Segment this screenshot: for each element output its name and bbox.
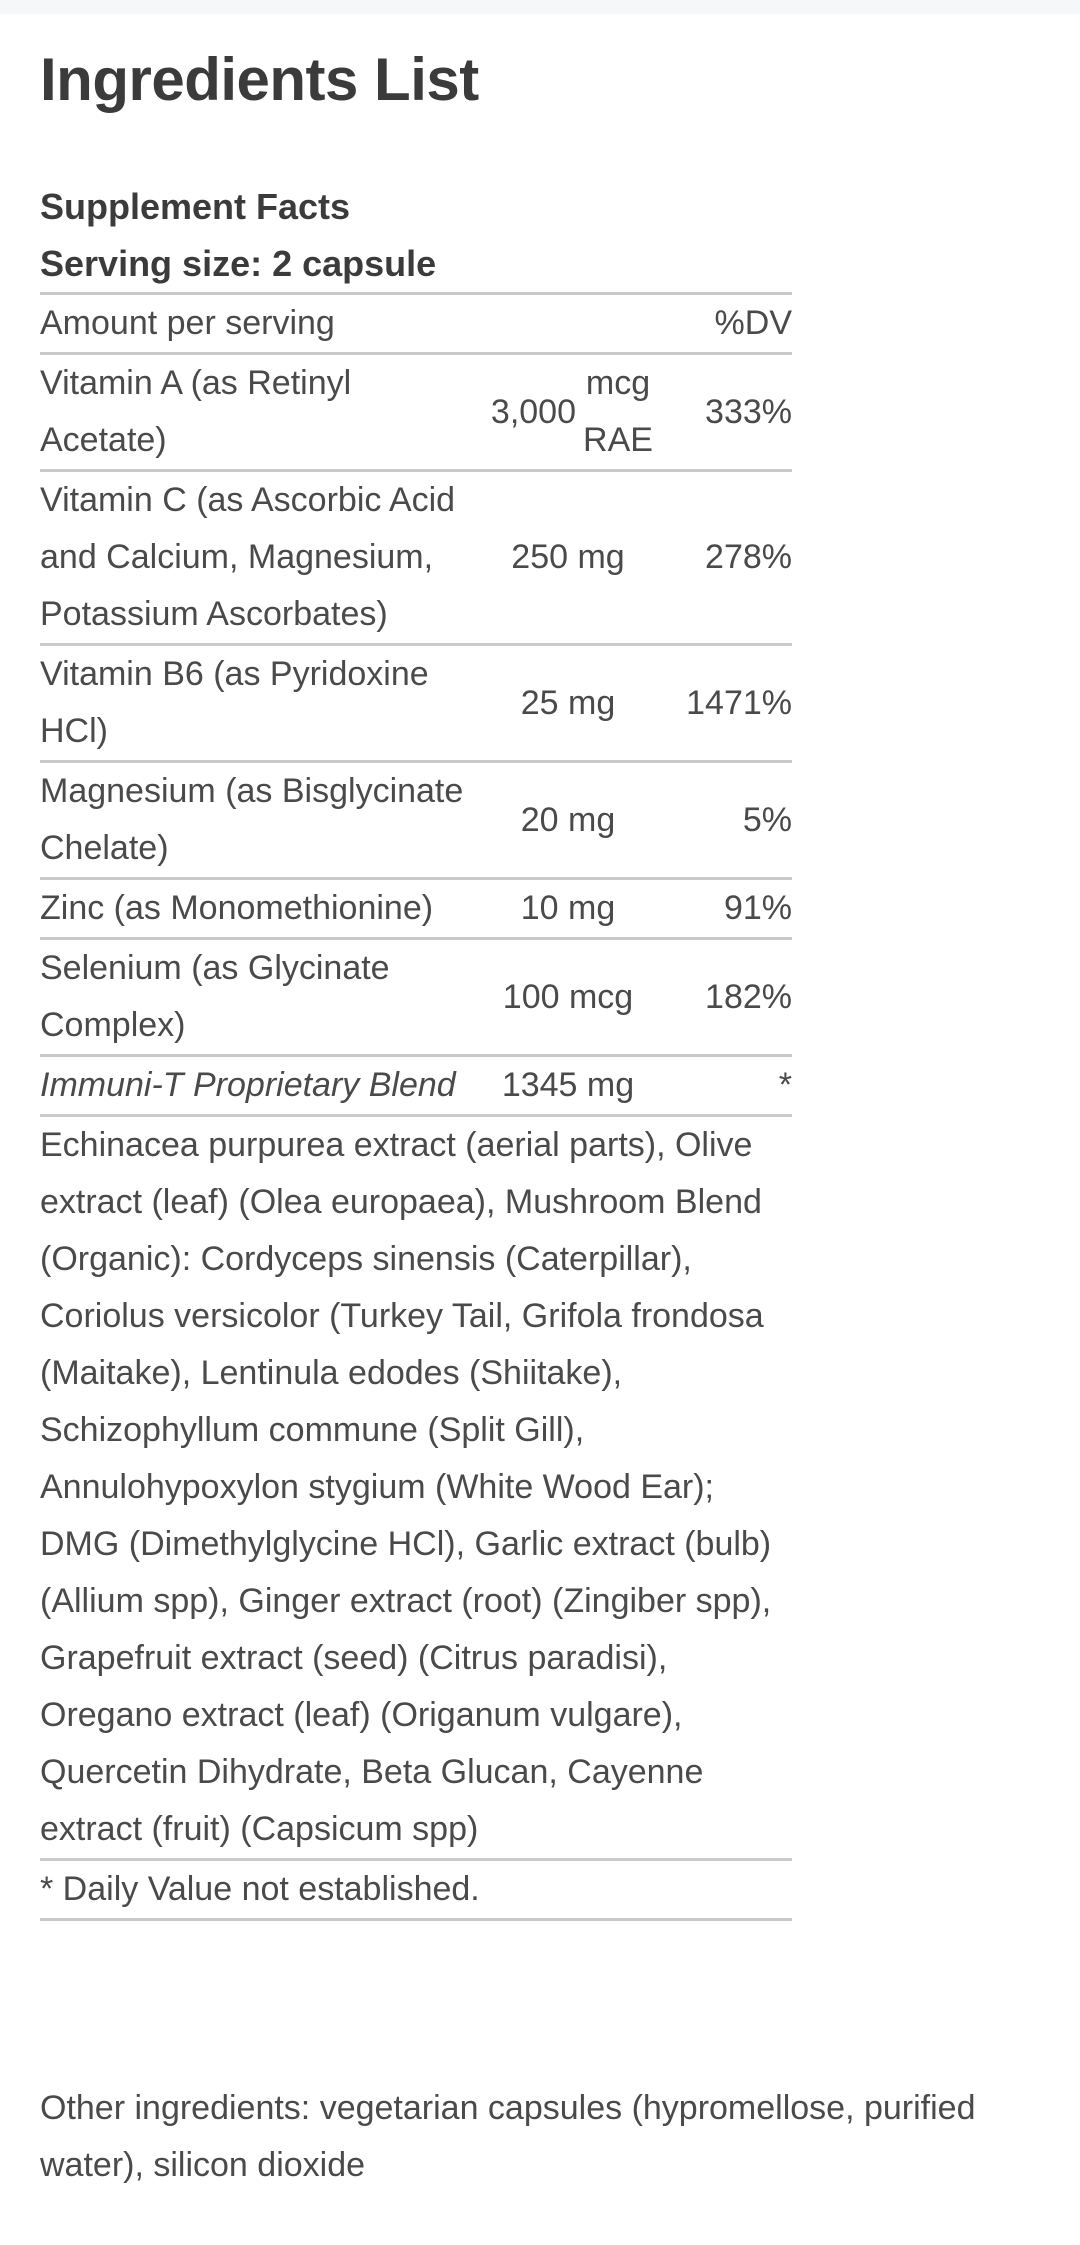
nutrient-dv: 333% (705, 392, 792, 431)
nutrient-dv: 182% (705, 977, 792, 1016)
supplement-facts-table (40, 178, 792, 1921)
nutrient-name: Selenium (as Glycinate Complex) (40, 949, 390, 1044)
nutrient-amount: 20 mg (520, 800, 616, 839)
nutrient-name: Vitamin A (as Retinyl Acetate) (40, 364, 352, 459)
blend-amount: 1345 mg (501, 1066, 635, 1104)
top-bar (0, 0, 1080, 14)
serving-size: Serving size: 2 capsule (40, 235, 792, 295)
nutrient-dv: 278% (705, 538, 792, 576)
dv-footnote: * Daily Value not established. (40, 1861, 792, 1921)
other-ingredients: Other ingredients: vegetarian capsules (hypromellose, purified water), silicon dioxide (40, 2089, 976, 2184)
blend-ingredients: Echinacea purpurea extract (aerial parts), Olive extract (leaf) (Olea europaea), Mushroom Blend (Organic): Cordyceps sinensis (Caterpillar), Coriolus versicolor (Turkey Tail, Grifola frondosa (Maitake), Lentinula edodes (Shiitake), Schizophyllum commune (Split Gill), Annulohypoxylon stygium (White Wood Ear); DMG (Dimethylglycine HCl), Garlic extract (bulb) (Allium spp), Ginger extract (root) (Zingiber spp), Grapefruit extract (seed) (Citrus paradisi), Oregano extract (leaf) (Origanum vulgare), Quercetin Dihydrate, Beta Glucan, Cayenne extract (fruit) (Capsicum spp) (40, 1117, 792, 1861)
table-header-row (40, 295, 792, 355)
nutrient-name: Magnesium (as Bisglycinate Chelate) (40, 772, 464, 867)
nutrient-name: Vitamin B6 (as Pyridoxine HCl) (40, 655, 429, 750)
nutrient-amount (478, 355, 658, 469)
facts-heading: Supplement Facts (40, 186, 351, 227)
page-title: Ingredients List (40, 46, 479, 113)
amount-unit: mcg RAE (583, 364, 653, 459)
table-row (40, 880, 792, 940)
nutrient-dv: 91% (723, 889, 792, 927)
nutrient-name: Zinc (as Monomethionine) (40, 889, 434, 927)
nutrient-amount: 25 mg (520, 683, 616, 722)
amount-value: 3,000 (490, 392, 576, 431)
nutrient-dv: 5% (742, 800, 792, 839)
nutrient-dv: 1471% (686, 683, 792, 722)
table-row (40, 763, 792, 880)
nutrient-name: Vitamin C (as Ascorbic Acid and Calcium, Magnesium, Potassium Ascorbates) (40, 481, 456, 633)
table-row (40, 646, 792, 763)
blend-dv: * (778, 1066, 792, 1104)
table-row (40, 472, 792, 646)
blend-name: Immuni-T Proprietary Blend (40, 1066, 456, 1104)
nutrient-amount: 250 mg (511, 538, 625, 576)
amount-per-serving-label: Amount per serving (40, 304, 335, 342)
nutrient-amount: 100 mcg (502, 977, 634, 1016)
dv-header-label: %DV (714, 304, 792, 342)
table-row (40, 940, 792, 1057)
table-row (40, 355, 792, 472)
proprietary-blend-row (40, 1057, 792, 1117)
nutrient-amount: 10 mg (520, 889, 616, 927)
